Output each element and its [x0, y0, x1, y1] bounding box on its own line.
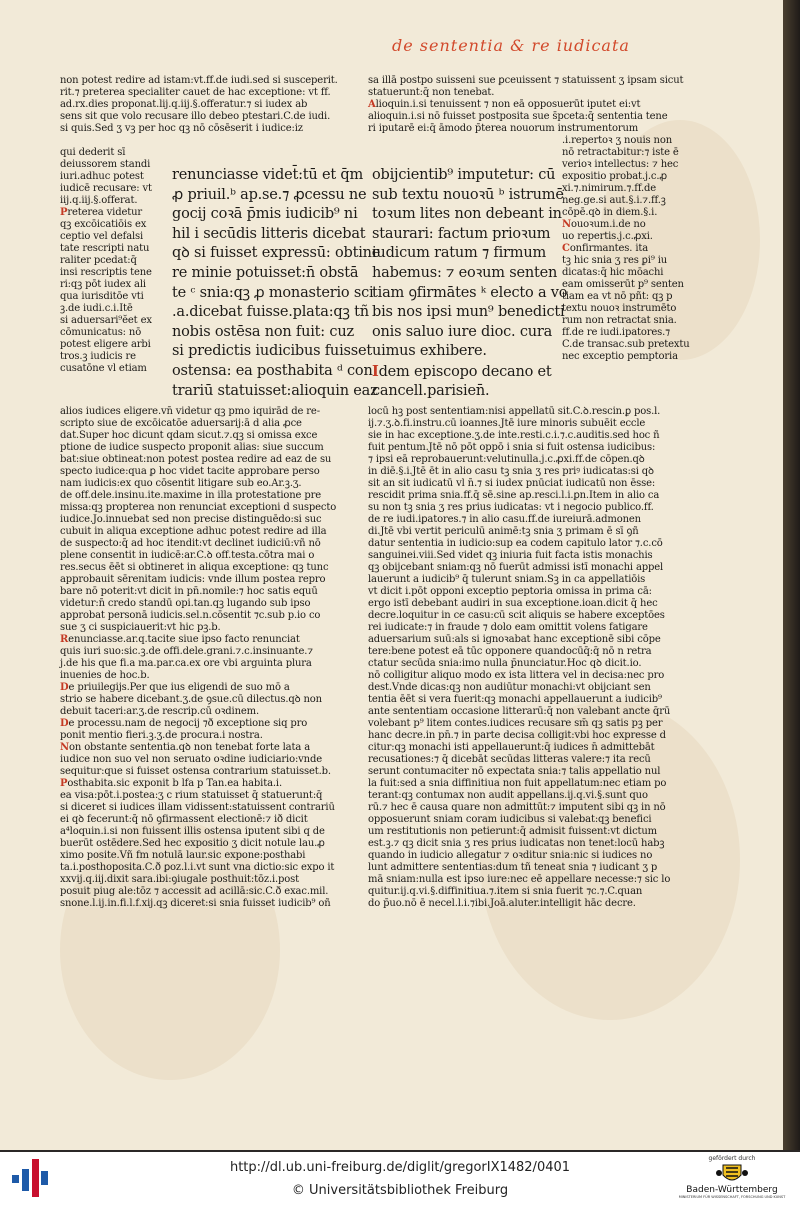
text-line: ij.⁊.ʒ.ꝺ.fi.instru.cū ioannes.Jtē iure minoris subuēit eccle	[368, 418, 646, 429]
text-line: rū.⁊ hec ē causa quare non admittūt:⁊ imputent sibi qꝫ in nō	[368, 802, 666, 813]
text-line: onis saluo iure dioc. cura	[372, 323, 553, 340]
text-line: sue ʒ ci suspiciauerit:vt hic pꝫ.b.	[60, 622, 221, 633]
text-line: j.de his que fi.a ma.par.ca.ex ore vbi arguinta plura	[60, 658, 312, 669]
text-line: nobis ostēsa non fuit: cuz	[172, 323, 354, 340]
text-line: cubuit in aliqua exceptione adhuc potest redire ad illa	[60, 526, 327, 537]
text-line: iuri.adhuc potest	[60, 171, 144, 182]
text-line: plene consentit in iudicē:ar.C.ꝺ off.testa.cōtra mai o	[60, 550, 315, 561]
text-line: sanguinei.viii.Sed videt qꝫ iniuria fuit facta istis monachis	[368, 550, 653, 561]
text-line: hil i secūdis litteris dicebat	[172, 225, 366, 242]
text-line: approbat personā iudicis.sel.n.cōsentit ⁊c.sub p.io co	[60, 610, 321, 621]
text-line: strio se habere dicebant.ʒ.de ꝯsue.cū dilectus.qꝺ non	[60, 694, 322, 705]
text-line: de suspecto:q̄ ad hoc itendit:vt declinet iudiciū:vñ nō	[60, 538, 321, 549]
text-line: ergo istī debebant audiri in sua exceptione.ioan.dicit q̄ hec	[368, 598, 658, 609]
rubric-initial: P	[60, 778, 68, 789]
text-line: .i.repertoꝛ ʒ nouis non	[562, 135, 672, 146]
text-rest: onfirmantes. ita	[569, 243, 649, 254]
text-line: dicatas:q̄ hic mōachi	[562, 267, 664, 278]
funder-ministry: MINISTERIUM FÜR WISSENSCHAFT, FORSCHUNG UND KUNST	[678, 1195, 786, 1199]
text-line: rescidit prima snia.ff.q̄ sē.sine ap.resci.l.i.ꝑn.Item in alio ca	[368, 490, 660, 501]
text-line: datur sententia in iudicio:sup ea codem capitulo lator ⁊.c.cō	[368, 538, 663, 549]
text-line: alioquin.i.si nō fuisset postposita sue s̄pceta:q̄ sententia tene	[368, 111, 668, 122]
text-line: videtur:n̄ credo standū opi.tan.qꝫ lugando sub ipso	[60, 598, 311, 609]
text-line: staurari: factum prioꝛum	[372, 225, 551, 242]
rubric-initial: C	[562, 243, 570, 254]
funder-caption: gefördert durch	[708, 1155, 756, 1162]
text-line: volebant p⁹ litem contes.iudices recusare sm̄ qꝫ satis pꝫ per	[368, 718, 663, 729]
text-line: nō colligitur aliquo modo ex ista littera vel in decisa:nec pro	[368, 670, 665, 681]
text-line: qꝫ excōicatiōis ex	[60, 219, 147, 230]
text-line: de off.dele.insinu.ite.maxime in illa protestatione pre	[60, 490, 321, 501]
text-line: uo repertis.j.c.ꝓxi.	[562, 231, 653, 242]
text-line: ptione de iudice suspecto proponit alias: siue succum	[60, 442, 324, 453]
text-line: qui dederit sī	[60, 147, 126, 158]
text-line: sequitur:que si fuisset ostensa contrarium statuisset.b.	[60, 766, 331, 777]
text-line: si diceret si iudices illam vidissent:statuissent contrariū	[60, 802, 335, 813]
text-line: dat.Super hoc dicunt qdam sicut.⁊.qꝫ si omissa exce	[60, 430, 318, 441]
copyright-notice: © Universitätsbibliothek Freiburg	[291, 1183, 509, 1198]
rubric-initial: R	[60, 634, 69, 645]
book-edge	[783, 0, 800, 1150]
text-line	[562, 219, 646, 231]
marginal-annotation: de sententia & re iudicata	[392, 36, 630, 55]
text-line	[368, 99, 640, 111]
text-line: citur:qꝫ monachi isti appellauerunt:q̄ iudices n̄ admittebāt	[368, 742, 655, 753]
text-line: a⁴loquin.i.si non fuissent illis ostensa iputent sibi q de	[60, 826, 325, 837]
text-line: sa illā postpo suisseni sue ꝑceuissent ⁊ statuissent ʒ ipsam sicut	[368, 75, 684, 86]
text-line: nam iudicis:ex quo cōsentit litigare sub eo.Ar.ꝫ.ʒ.	[60, 478, 302, 489]
text-line: ea visa:pōt.i.postea:ʒ c rium statuisset q̄ statuerunt:q̄	[60, 790, 323, 801]
text-line: xi.⁊.nimirum.⁊.ff.de	[562, 183, 657, 194]
text-line: tros.ꝫ iudicis re	[60, 351, 136, 362]
text-line: sit an sit iudicatū vl n̄.⁊ si iudex pnūciat iudicatū non ēsse:	[368, 478, 656, 489]
rubric-initial: P	[60, 207, 68, 218]
text-line	[60, 718, 307, 730]
text-line: deiussorem standi	[60, 159, 151, 170]
text-line: nec exceptio pemptoria	[562, 351, 678, 362]
text-line: iudice.Jo.innuebat sed non precise distinguēdo:si suc	[60, 514, 322, 525]
text-line: statuerunt:q̄ non tenebat.	[368, 87, 495, 98]
text-rest: reterea videtur	[67, 207, 143, 218]
text-line: um restitutionis non petierunt:q̄ admisit fuissent:vt dictum	[368, 826, 658, 837]
text-line: qꝫ obijcebant sniam:qꝫ nō fuerūt admissi istī monachi appel	[368, 562, 664, 573]
text-line: su non tꝫ snia ʒ res prius iudicatas: vt i negocio publico.ff.	[368, 502, 654, 513]
text-line	[60, 742, 310, 754]
text-line: quitur.ij.q.vi.§.diffinitiua.⁊.item si snia fuerit ⁊c.⁊.C.quan	[368, 886, 643, 897]
text-line: quis iuri suo:sic.ꝫ.de offi.dele.grani.⁊.c.insinuante.⁊	[60, 646, 313, 657]
text-line: ei qꝺ fecerunt:q̄ nō ꝯfirmassent electionē:⁊ ið dicit	[60, 814, 308, 825]
text-line: habemus: ⁊ eoꝛum senten	[372, 265, 558, 281]
text-line: cancell.parisien̄.	[372, 382, 490, 399]
text-rest: enunciasse.ar.q.tacite siue ipso facto renunciat	[68, 634, 300, 645]
text-line: uimus exhibere.	[372, 343, 487, 360]
text-line: ad.rx.dies proponat.lij.q.iij.§.offeratur.⁊ si iudex ab	[60, 99, 308, 110]
text-line: hanc decre.in pn̄.⁊ in parte decisa colligit:vbi hoc expresse d	[368, 730, 666, 741]
text-line: locū hꝫ post sententiam:nisi appellatū sit.C.ꝺ.rescin.ꝑ pos.l.	[368, 406, 661, 417]
text-line: snone.l.ij.in.fi.l.f.xij.qꝫ diceret:si snia fuisset iudicib⁹ oñ	[60, 898, 331, 909]
rubric-initial: A	[368, 99, 376, 110]
text-line: sub textu nouoꝛū ᵇ istrumē	[372, 186, 564, 203]
text-line: iudice non suo vel non seruato oꝛdine iudiciario:vnde	[60, 754, 322, 765]
text-line: tentia ēēt si vera fuerit:qꝫ monachi appellauerunt a iudicib⁹	[368, 694, 662, 705]
text-line: posuit piug ale:tōz ⁊ accessit ad acillā:sic.C.ð exac.mil.	[60, 886, 329, 897]
text-line: alios iudices eligere.vn̄ videtur qꝫ pmo iquirād de re-	[60, 406, 320, 417]
text-line: raliter pcedat:q̄	[60, 255, 137, 266]
text-line: debuit taceri:ar.ʒ.de rescrip.cū oꝛdinem.	[60, 706, 259, 717]
text-line: xxvij.q.iij.dixit sara.ibi:ꝯiugale posthuit:tōz.i.post	[60, 874, 300, 885]
text-line	[60, 778, 282, 790]
text-line: expositio probat.j.c.ꝓ	[562, 171, 667, 182]
text-line: re minie potuisset:n̄ obstā	[172, 265, 359, 281]
text-line: insi rescriptis tene	[60, 267, 152, 278]
text-line	[60, 634, 300, 646]
text-line: la fuit:sed a snia diffinitiua non fuit appellatum:nec etiam po	[368, 778, 667, 789]
text-line: non potest redire ad istam:vt.ff.de iudi.sed si susceperit.	[60, 75, 338, 86]
text-line: ponit mentio fieri.ꝫ.ʒ.de procura.i nostra.	[60, 730, 263, 741]
text-line: ceptio vel defalsi	[60, 231, 144, 242]
text-line: rei iudicate:⁊ in fraude ⁊ dolo eam omittit volens fatigare	[368, 622, 648, 633]
text-line: lunt admittere sententias:dum tñ teneat snia ⁊ iudicant ʒ p	[368, 862, 658, 873]
rubric-initial: D	[60, 718, 69, 729]
text-line: eam omisserūt p⁹ senten	[562, 279, 684, 290]
text-line: ⁊ ipsi eā reprobauerunt:velutinulla.j.c.ꝓxi.ff.de cōpen.qꝺ	[368, 454, 645, 465]
text-line: tere:bene potest eā tūc opponere quandocūq̄:q̄ nō n retra	[368, 646, 652, 657]
text-line: opposuerunt sniam coram iudicibus si valebat:qꝫ benefici	[368, 814, 652, 825]
text-line: iij.q.iij.§.offerat.	[60, 195, 138, 206]
text-line: iudicum ratum ⁊ firmum	[372, 245, 547, 262]
text-line: rum non retractat snia.	[562, 315, 677, 326]
funder-name: Baden-Württemberg	[686, 1185, 778, 1195]
text-line: aduersarium suū:als si ignoꝛabat hanc exceptionē sibi cōpe	[368, 634, 661, 645]
text-line: si aduersari⁹ĕet ex	[60, 315, 152, 326]
text-line: te ᶜ snia:qꝫ ꝓ monasterio sci	[172, 284, 374, 301]
text-line: verioꝛ intellectus: ⁊ hec	[562, 159, 679, 170]
text-line: neg.ge.si aut.§.i.⁊.ff.ꝫ	[562, 195, 666, 206]
coat-of-arms-icon	[715, 1163, 749, 1185]
rubric-initial: N	[562, 219, 571, 230]
text-line: tꝫ hic snia ʒ res ꝑi⁹ iu	[562, 255, 668, 266]
text-line: ctatur secūda snia:imo nulla p̄nunciatur.Hoc qꝺ dicit.io.	[368, 658, 642, 669]
text-line: C.de transac.sub pretextu	[562, 339, 690, 350]
text-line: textu nouoꝛ instrumēto	[562, 303, 677, 314]
text-line: bare nō poterit:vt dicit in pn̄.nomile:⁊ hoc satis equū	[60, 586, 318, 597]
text-line: mā sniam:nulla est ipso iure:nec eē appellare necesse:⁊ sic lo	[368, 874, 671, 885]
text-line: tate rescripti natu	[60, 243, 150, 254]
text-line: ꝫ.de iudi.c.i.Itē	[60, 303, 133, 314]
funder-logo	[672, 1155, 792, 1203]
text-line: do p̄uo.nō ē necel.l.i.⁊ibi.Joā.aluter.intelligit hāc decre.	[368, 898, 636, 909]
text-line: scripto siue de excōicatōe aduersarij:ā d alia ꝓce	[60, 418, 302, 429]
text-line: si quis.Sed ʒ vꝫ per hoc qꝫ nō cōsēserit i iudice:iz	[60, 123, 303, 134]
text-rest: e priuilegijs.Per que ius eligendi de suo mō a	[68, 682, 290, 693]
text-rest: dem episcopo decano et	[378, 364, 552, 380]
text-line: cōpē.qꝺ in diem.§.i.	[562, 207, 658, 218]
text-line: iudicē recusare: vt	[60, 183, 152, 194]
text-line: toꝛum lites non debeant in	[372, 206, 562, 223]
text-line	[372, 362, 552, 383]
text-line: dest.Vnde dicas:qꝫ non audiūtur monachi:vt obijciant sen	[368, 682, 651, 693]
text-line: res.secus ēēt si obtineret in aliqua exceptione: qꝫ tunc	[60, 562, 329, 573]
text-rest: e processu.nam de negocij ⁊ð exceptione siq pro	[68, 718, 308, 729]
text-line: ante sententiam occasione litterarū:q̄ non valebant ancte q̄rū	[368, 706, 671, 717]
text-line: di.Jtē vbi vertit periculū animē:tꝫ snia ʒ primam ē sī ꝯñ	[368, 526, 639, 537]
text-line	[60, 207, 142, 219]
text-line: gocij coꝛā p̄mis iudicib⁹ ni	[172, 206, 358, 223]
text-line: serunt contumaciter nō expectata snia:⁊ talis appellatio nul	[368, 766, 661, 777]
text-line: renunciasse videt̄:tū et q̄m	[172, 167, 364, 183]
rubric-initial: I	[372, 363, 379, 380]
text-line: bis nos ipsi mun⁹ benedicti	[372, 304, 565, 321]
text-line: ff.de re iudi.ipatores.⁊	[562, 327, 670, 338]
text-line: fuit pentum.Jtē nō pōt oppō i snia si fuit ostensa iudicibus:	[368, 442, 656, 453]
text-line: bat:siue obtineat:non potest postea redire ad eaz de su	[60, 454, 332, 465]
text-line: specto iudice:qua ꝑ hoc videt tacite approbare perso	[60, 466, 320, 477]
text-rest: osthabita.sic exponit b lfa p Tan.ea habita.i.	[67, 778, 283, 789]
text-line: sie in hac exceptione.ʒ.de inte.resti.c.i.⁊.c.auditis.sed hoc ñ	[368, 430, 660, 441]
text-line: inuenies de hoc.b.	[60, 670, 150, 681]
text-line: obijcientib⁹ imputetur: cū	[372, 167, 556, 183]
text-line: cōmunicatus: nō	[60, 327, 142, 338]
text-line: cusatōne vl etiam	[60, 363, 147, 374]
text-line	[60, 682, 290, 694]
text-line: ꝓ priuil.ᵇ ap.se.⁊ ꝓcessu ne	[172, 186, 367, 203]
rubric-initial: D	[60, 682, 69, 693]
text-line: in diē.§.i.Jtē ēt in alio casu tꝫ snia ʒ res priꝰ iudicatas:si qꝺ	[368, 466, 654, 477]
text-line: vt dicit i.pōt opponi exceptio peptoria omissa in prima cā:	[368, 586, 652, 597]
text-line: ri iputarē ei:q̄ āmodo p̄terea nouorum instrumentorum	[368, 123, 639, 134]
text-line: lauerunt a iudicib⁹ q̄ tulerunt sniam.Sꝫ in ca appellatiōis	[368, 574, 646, 585]
text-line: missa:qꝫ propterea non renunciat exceptioni d suspecto	[60, 502, 337, 513]
text-line: recusationes:⁊ q̄ dicebāt secūdas litteras valere:⁊ ita recū	[368, 754, 651, 765]
text-line: ta.i.posthoposita.C.ð ꝑoz.l.i.vt sunt vna dictio:sic expo it	[60, 862, 335, 873]
text-line: rit.⁊ preterea specialiter cauet de hac exceptione: vt ff.	[60, 87, 331, 98]
text-line: buerūt ostēdere.Sed hec expositio ʒ dicit notule lau.ꝓ	[60, 838, 325, 849]
rubric-initial: N	[60, 742, 69, 753]
text-line: sens sit que volo recusare illo debeo ptestari.C.de iudi.	[60, 111, 331, 122]
text-line: tiam ea vt nō pñt: qꝫ p	[562, 291, 673, 302]
text-line: est.ꝫ.⁊ qꝫ dicit snia ʒ res prius iudicatas non tenet:locū habꝫ	[368, 838, 665, 849]
text-line: si predictis iudicibus fuisset	[172, 343, 372, 360]
text-line: .a.dicebat fuisse.plata:qꝫ tñ	[172, 304, 369, 321]
text-line: terant:qꝫ contumax non audit appellans.ij.q.vi.§.sunt quo	[368, 790, 648, 801]
text-rest: on obstante sententia.qꝺ non tenebat forte lata a	[69, 742, 311, 753]
text-line: nō retractabitur:⁊ iste ē	[562, 147, 679, 158]
text-rest: ouoꝛum.i.de no	[571, 219, 646, 230]
text-line: qua iurisditōe vti	[60, 291, 144, 302]
text-line: trariū statuisset:alioquin eaz	[172, 382, 378, 399]
text-line: potest eligere arbi	[60, 339, 151, 350]
text-line	[562, 243, 648, 255]
text-line: approbauit sērenitam iudicis: vnde illum postea repro	[60, 574, 326, 585]
text-line: decre.loquitur in ce casu:cū scit aliquis se habere exceptōes	[368, 610, 665, 621]
text-line: ri:qꝫ pōt iudex ali	[60, 279, 146, 290]
text-line: ximo posite.Vñ fm notulā laur.sic expone:posthabi	[60, 850, 306, 861]
text-line: ostensa: ea posthabita ᵈ con	[172, 363, 373, 379]
text-line: quando in iudicio allegatur ⁊ oꝛditur snia:nic si iudices no	[368, 850, 653, 861]
text-line: de re iudi.iꝑatores.⁊ in alio casu.ff.de iureiurā.admonen	[368, 514, 641, 525]
source-url[interactable]: http://dl.ub.uni-freiburg.de/diglit/gregorIX1482/0401	[229, 1160, 571, 1175]
text-rest: lioquin.i.si tenuissent ⁊ non eā opposuerūt iputet ei:vt	[375, 99, 641, 110]
text-line: tiam ꝯfirmātes ᵏ electo a vo	[372, 284, 568, 301]
text-line: qꝺ si fuisset expressū: obtine	[172, 245, 381, 262]
